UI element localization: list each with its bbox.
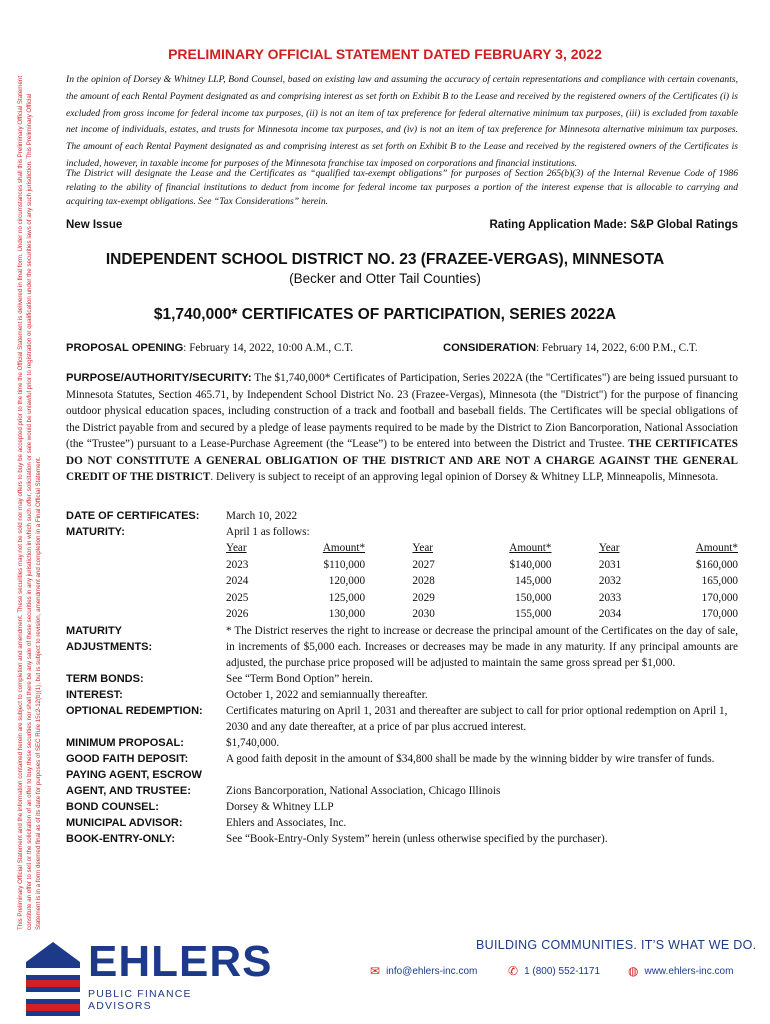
paying-agent-label (66, 767, 226, 799)
optional-redemption-row (66, 703, 738, 735)
optional-redemption-label: OPTIONAL REDEMPTION: (66, 704, 203, 717)
amount-header: Amount* (695, 542, 738, 554)
book-entry-label: BOOK-ENTRY-ONLY: (66, 832, 175, 845)
email-text: info@ehlers-inc.com (386, 965, 478, 977)
maturity-year: 2023 (226, 558, 249, 571)
maturity-year: 2033 (598, 591, 622, 604)
purpose-text-2: . Delivery is subject to receipt of an approving legal opinion of Dorsey & Whitney LLP, Minneapolis, Minnesota. (210, 471, 719, 483)
good-faith-value: A good faith deposit in the amount of $34,800 shall be made by the winning bidder by wire transfer of funds. (226, 752, 715, 765)
optional-redemption-value: Certificates maturing on April 1, 2031 and thereafter are subject to call for prior optional redemption on April 1, 2030 and any date thereafter, at a price of par plus accrued interest. (226, 704, 728, 733)
maturity-adjustments-label (66, 623, 226, 671)
contact-email[interactable] (370, 964, 477, 978)
phone-icon: ✆ (508, 964, 519, 978)
maturity-row-4 (226, 606, 738, 623)
globe-icon: ◍ (628, 964, 639, 978)
maturity-amount: $160,000 (696, 558, 738, 571)
maturity-amount: 165,000 (701, 575, 738, 588)
amount-header: Amount* (509, 542, 552, 554)
maturity-adjustments-label-2: ADJUSTMENTS: (66, 640, 153, 653)
maturity-row-3 (226, 590, 738, 607)
maturity-amount: 125,000 (328, 591, 366, 604)
maturity-year: 2028 (412, 575, 435, 588)
maturity-row-2 (226, 573, 738, 590)
web-text: www.ehlers-inc.com (644, 965, 734, 977)
book-entry-row (66, 831, 738, 847)
good-faith-row (66, 751, 738, 767)
house-flag-icon (24, 938, 82, 1018)
maturity-year: 2027 (412, 558, 435, 571)
maturity-adjustments-label-1: MATURITY (66, 624, 123, 637)
interest-row (66, 687, 738, 703)
maturity-intro: April 1 as follows: (226, 526, 310, 538)
paying-agent-value: Zions Bancorporation, National Association, Chicago Illinois (226, 784, 501, 797)
document-title: PRELIMINARY OFFICIAL STATEMENT DATED FEBRUARY 3, 2022 (168, 46, 602, 62)
maturity-amount: 155,000 (515, 608, 552, 621)
paying-agent-label-2: AGENT, AND TRUSTEE: (66, 784, 191, 797)
maturity-amount: 150,000 (515, 591, 552, 604)
consideration (443, 342, 698, 354)
contact-phone[interactable] (508, 964, 600, 978)
maturity-year: 2030 (412, 608, 435, 621)
maturity-amount: 170,000 (701, 608, 738, 621)
purpose-section (66, 370, 738, 486)
municipal-advisor-row (66, 815, 738, 831)
maturity-year: 2024 (226, 575, 249, 588)
minimum-proposal-label: MINIMUM PROPOSAL: (66, 736, 184, 749)
offering-title: $1,740,000* CERTIFICATES OF PARTICIPATION, SERIES 2022A (153, 306, 617, 323)
purpose-bold-text: THE CERTIFICATES DO NOT CONSTITUTE A GENERAL OBLIGATION OF THE DISTRICT AND ARE NOT A CHARGE AGAINST THE GENERAL CREDIT OF THE DISTRICT (66, 438, 738, 483)
logo-wordmark: EHLERS (88, 937, 273, 986)
paying-agent-label-1: PAYING AGENT, ESCROW (66, 768, 202, 781)
maturity-amount: 120,000 (328, 575, 366, 588)
proposal-opening-value: : February 14, 2022, 10:00 A.M., C.T. (183, 342, 354, 354)
purpose-text-1: The $1,740,000* Certificates of Participation, Series 2022A (the "Certificates") are being issued pursuant to Minnesota Statutes, Section 465.71, by Independent School District No. 23 (Frazee-Vergas), Minnesota (the "District") for the purpose of financing outdoor physical education spaces, including construction of a track and football and baseball fields. The Certificates will be special obligations of the District payable from and secured by a pledge of lease payments required to be made by the District to Zion Bancorporation, National Association (the “Trustee”) pursuant to a Lease-Purchase Agreement (the “Lease”) to be entered into between the District and Trustee. (66, 372, 738, 450)
maturity-year: 2032 (598, 575, 622, 588)
municipal-advisor-label: MUNICIPAL ADVISOR: (66, 816, 183, 829)
term-bonds-row (66, 671, 738, 687)
maturity-table (226, 540, 738, 623)
paying-agent-value-wrap (226, 767, 738, 799)
maturity-adjustments-value: * The District reserves the right to increase or decrease the principal amount of the Certificates on the day of sale, in increments of $5,000 each. Increases or decreases may be made in any maturity. If any principal amounts are adjusted, the purchase price proposed will be adjusted to maintain the same gross spread per $1,000. (226, 624, 738, 669)
date-value: March 10, 2022 (226, 510, 298, 522)
maturity-amount: 130,000 (328, 608, 366, 621)
minimum-proposal-row (66, 735, 738, 751)
good-faith-label: GOOD FAITH DEPOSIT: (66, 752, 189, 765)
maturity-amount: $140,000 (509, 558, 552, 571)
maturity-adjustments-row (66, 623, 738, 671)
phone-text: 1 (800) 552-1171 (524, 965, 601, 977)
interest-value: October 1, 2022 and semiannually thereafter. (226, 688, 428, 701)
proposal-opening-label: PROPOSAL OPENING (66, 342, 184, 354)
maturity-amount: $110,000 (323, 558, 366, 571)
envelope-icon: ✉ (370, 964, 381, 978)
year-header: Year (412, 542, 434, 554)
term-bonds-value: See “Term Bond Option” herein. (226, 672, 373, 685)
paying-agent-row (66, 767, 738, 799)
maturity-year: 2026 (226, 608, 249, 621)
ehlers-logo (24, 937, 273, 1018)
bond-counsel-row (66, 799, 738, 815)
issuer-name: INDEPENDENT SCHOOL DISTRICT NO. 23 (FRAZEE-VERGAS), MINNESOTA (105, 251, 665, 268)
interest-label: INTEREST: (66, 688, 123, 701)
proposal-opening (66, 342, 353, 354)
maturity-amount: 145,000 (515, 575, 552, 588)
slogan: BUILDING COMMUNITIES. IT’S WHAT WE DO. (476, 938, 757, 952)
maturity-amount: 170,000 (701, 591, 738, 604)
maturity-header-row (226, 540, 738, 557)
tax-exempt-designation-paragraph: The District will designate the Lease and the Certificates as “qualified tax-exempt obligations” for purposes of Section 265(b)(3) of the Internal Revenue Code of 1986 relating to the ability of financial institutions to deduct from income for federal income tax purposes a portion of the interest expense that is allocable to carrying and acquiring tax-exempt obligations. See “Tax Considerations” herein. (66, 168, 738, 207)
new-issue-label: New Issue (66, 219, 123, 231)
bond-counsel-value: Dorsey & Whitney LLP (226, 800, 334, 813)
preliminary-disclaimer: This Preliminary Official Statement and the information contained herein are subject to completion and amendment. These securities may not be sold nor may offers to buy be accepted prior to the time the Official Statement is delivered in final form. Under no circumstances shall this Preliminary Official Statement constitute an offer to sell or the solicitation of an offer to buy these securities nor shall there be any sale of these securities in any jurisdiction in which such offer, solicitation or sale would be unlawful prior to registration or qualification under the securities laws of any such jurisdiction. This Preliminary Official Statement is in a form deemed final as of its date for purposes of SEC Rule 15c2-12(b)(1), but is subject to revision, amendment and completion in a Final Official Statement. (17, 75, 42, 930)
maturity-year: 2031 (598, 558, 622, 571)
municipal-advisor-value: Ehlers and Associates, Inc. (226, 816, 347, 829)
consideration-value: : February 14, 2022, 6:00 P.M., C.T. (536, 342, 698, 354)
maturity-row-1 (226, 557, 738, 574)
rating-label: Rating Application Made: S&P Global Ratings (489, 219, 738, 231)
term-bonds-label: TERM BONDS: (66, 672, 144, 685)
amount-header: Amount* (322, 542, 366, 554)
issue-line (66, 219, 738, 231)
purpose-label: PURPOSE/AUTHORITY/SECURITY: (66, 372, 252, 384)
date-row (66, 508, 738, 524)
minimum-proposal-value: $1,740,000. (226, 736, 280, 749)
logo-subtitle: PUBLIC FINANCE ADVISORS (88, 988, 192, 1012)
bond-counsel-label: BOND COUNSEL: (66, 800, 159, 813)
book-entry-value: See “Book-Entry-Only System” herein (unless otherwise specified by the purchaser). (226, 832, 608, 845)
maturity-label: MATURITY: (66, 526, 125, 538)
issuer-counties: (Becker and Otter Tail Counties) (289, 271, 481, 286)
tax-opinion-paragraph: In the opinion of Dorsey & Whitney LLP, Bond Counsel, based on existing law and assuming the accuracy of certain representations and compliance with certain covenants, the amount of each Rental Payment designated as and comprising interest as set forth on Exhibit B to the Lease and received by the registered owners of the Certificates (i) is excluded from gross income for federal income tax purposes, (ii) is not an item of tax preference for federal alternative minimum tax purposes, (iii) is excluded from taxable net income of individuals, estates, and trusts for Minnesota income tax purposes, and (iv) is not an item of tax preference for Minnesota alternative minimum tax purposes. The amount of each Rental Payment designated as and comprising interest as set forth on Exhibit B to the Lease and received by the registered owners of the Certificates is included, however, in taxable income for purposes of the Minnesota franchise tax imposed on corporations and financial institutions. (66, 74, 738, 169)
maturity-value (226, 524, 738, 623)
maturity-row (66, 524, 738, 623)
year-header: Year (226, 542, 247, 554)
date-label: DATE OF CERTIFICATES: (66, 510, 200, 522)
maturity-year: 2025 (226, 591, 249, 604)
contact-web[interactable] (628, 964, 733, 978)
maturity-year: 2034 (598, 608, 622, 621)
consideration-label: CONSIDERATION (443, 342, 537, 354)
terms-section (66, 508, 738, 847)
maturity-year: 2029 (412, 591, 435, 604)
year-header: Year (598, 542, 620, 554)
